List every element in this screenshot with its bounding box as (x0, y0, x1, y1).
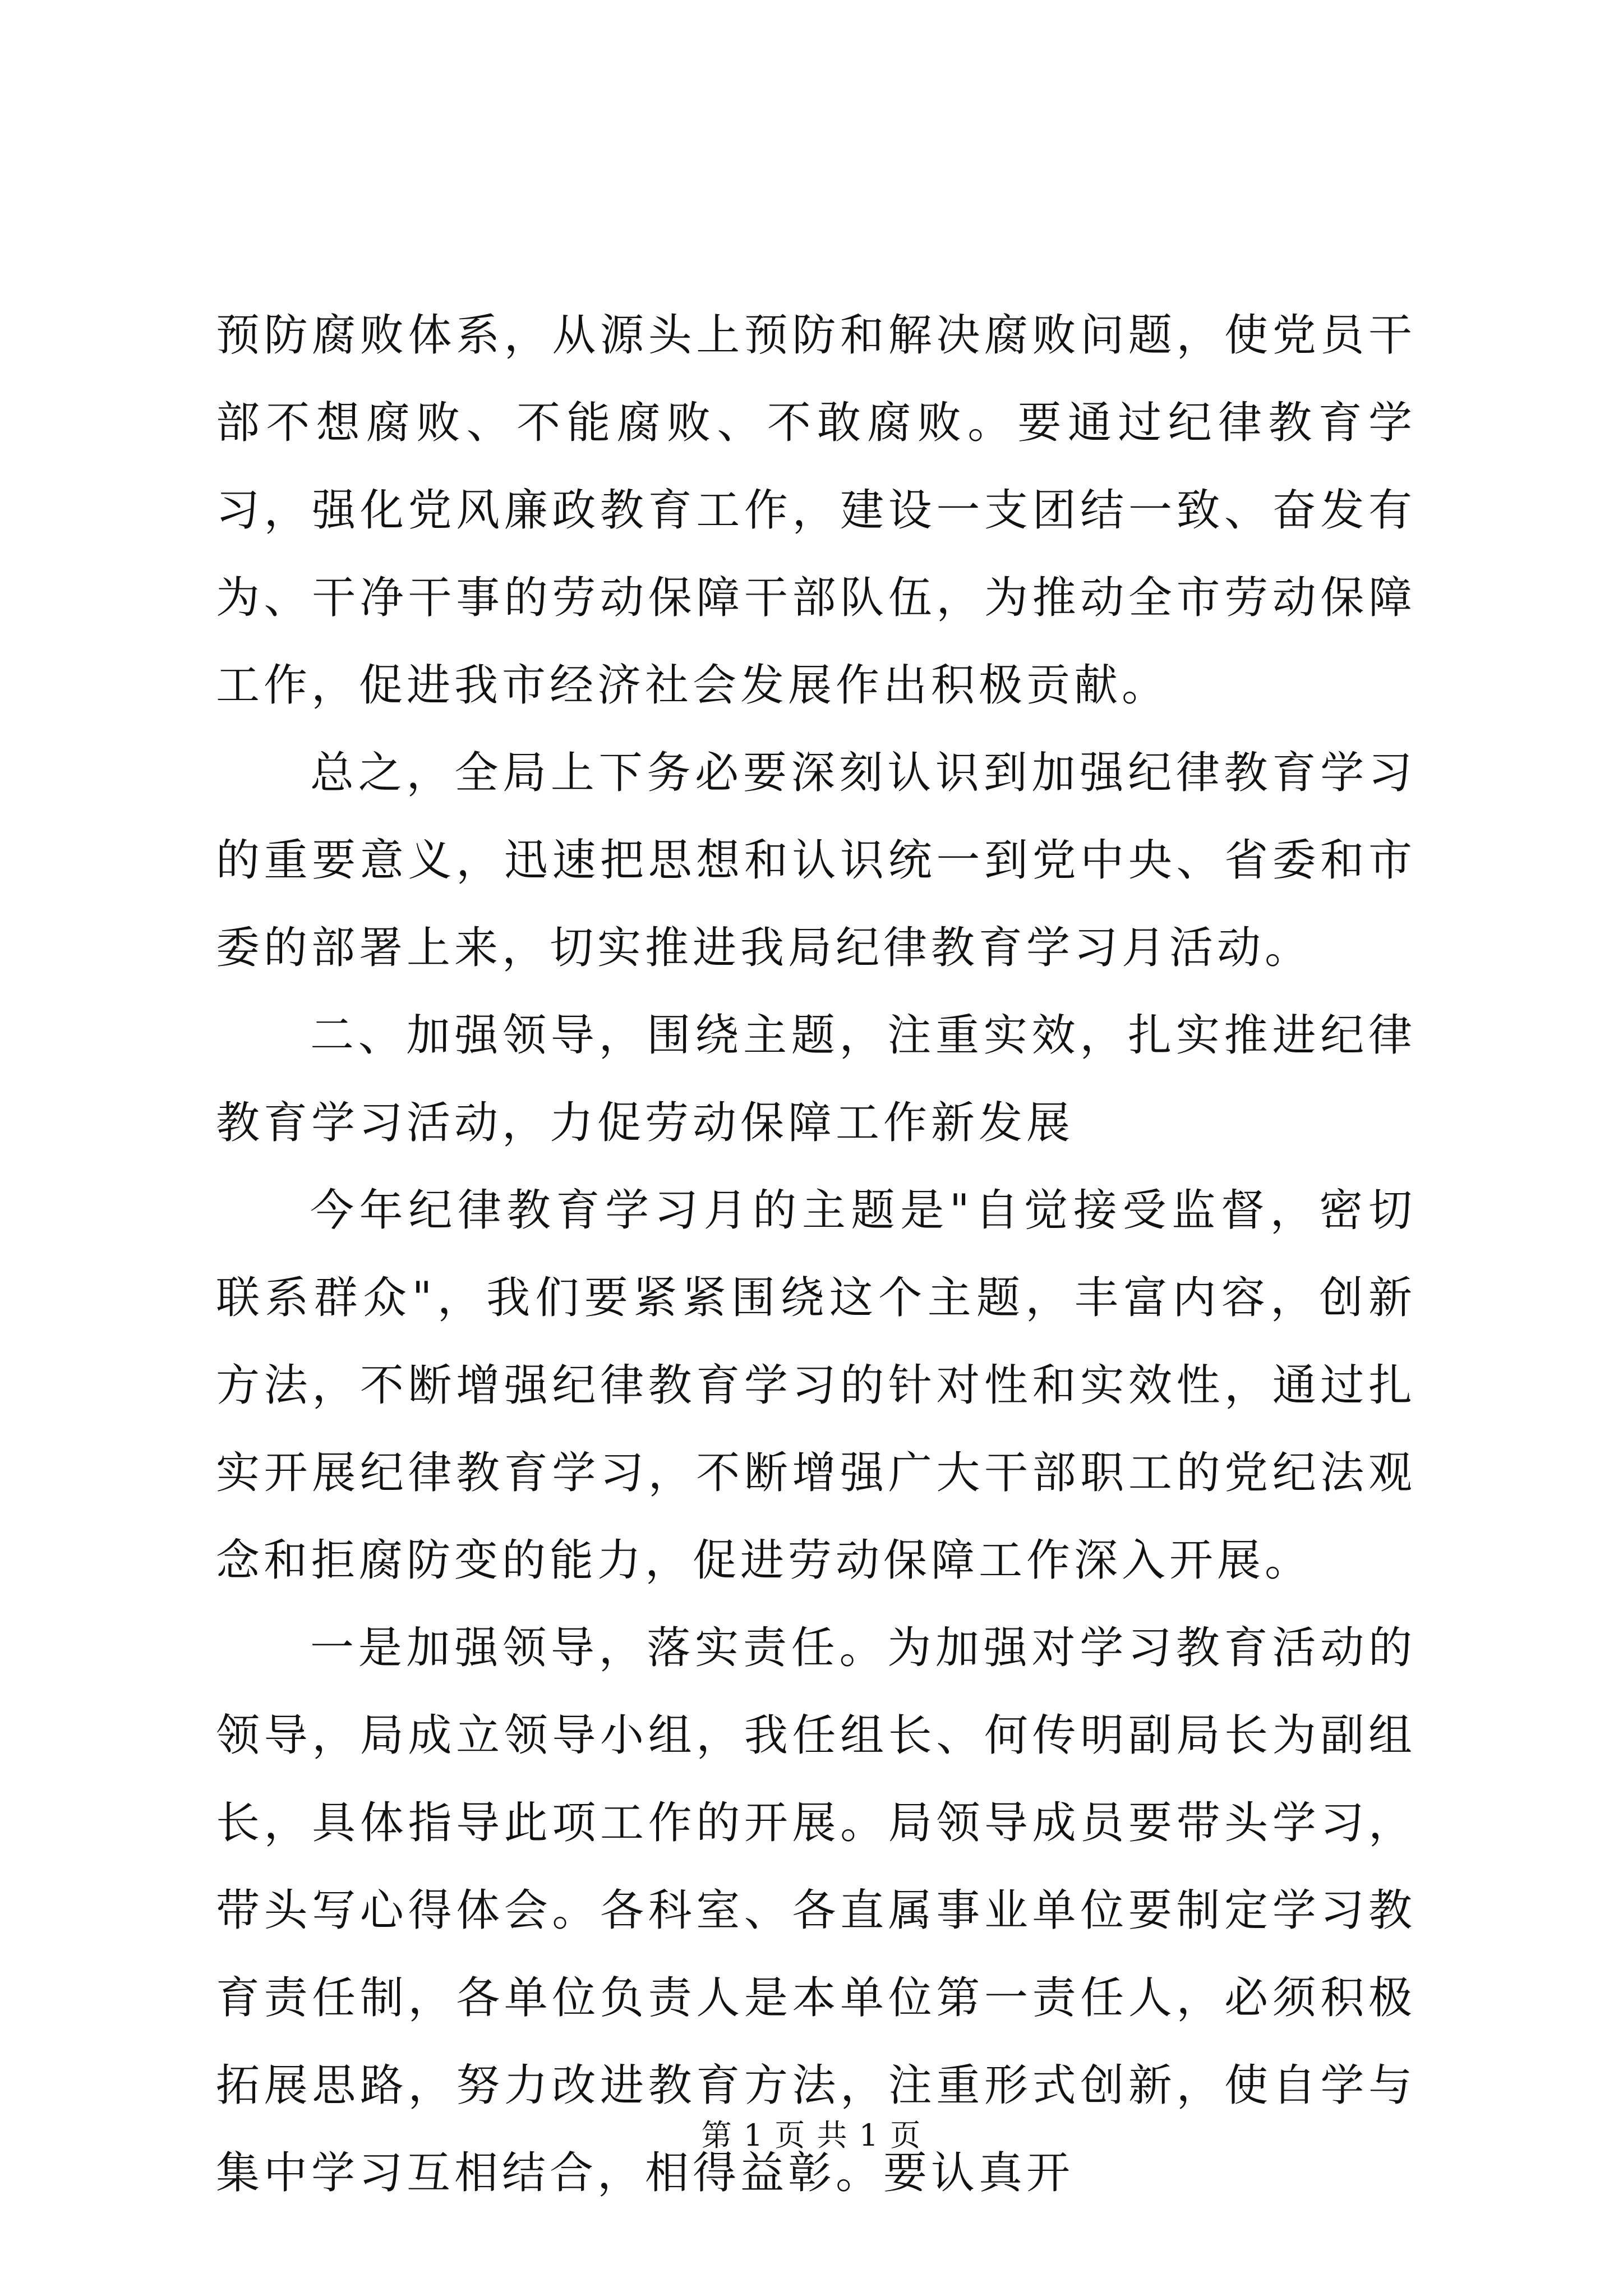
paragraph-4: 一是加强领导，落实责任。为加强对学习教育活动的领导，局成立领导小组，我任组长、何传明副局长为副组长，具体指导此项工作的开展。局领导成员要带头学习，带头写心得体会。各科室、各直属事业单位要制定学习教育责任制，各单位负责人是本单位第一责任人，必须积极拓展思路，努力改进教育方法，注重形式创新，使自学与集中学习互相结合，相得益彰。要认真开 (216, 1623, 1416, 2198)
paragraph-2: 总之，全局上下务必要深刻认识到加强纪律教育学习的重要意义，迅速把思想和认识统一到党中央、省委和市委的部署上来，切实推进我局纪律教育学习月活动。 (216, 748, 1416, 973)
paragraph-3: 今年纪律教育学习月的主题是"自觉接受监督，密切联系群众"，我们要紧紧围绕这个主题，丰富内容，创新方法，不断增强纪律教育学习的针对性和实效性，通过扎实开展纪律教育学习，不断增强广大干部职工的党纪法观念和拒腐防变的能力，促进劳动保障工作深入开展。 (216, 1185, 1416, 1586)
page-number: 第 1 页 共 1 页 (701, 2118, 922, 2153)
document-body (216, 292, 1416, 2217)
section-heading: 二、加强领导，围绕主题，注重实效，扎实推进纪律教育学习活动，力促劳动保障工作新发展 (216, 1010, 1416, 1148)
paragraph-1: 预防腐败体系，从源头上预防和解决腐败问题，使党员干部不想腐败、不能腐败、不敢腐败。要通过纪律教育学习，强化党风廉政教育工作，建设一支团结一致、奋发有为、干净干事的劳动保障干部队伍，为推动全市劳动保障工作，促进我市经济社会发展作出积极贡献。 (216, 310, 1416, 711)
